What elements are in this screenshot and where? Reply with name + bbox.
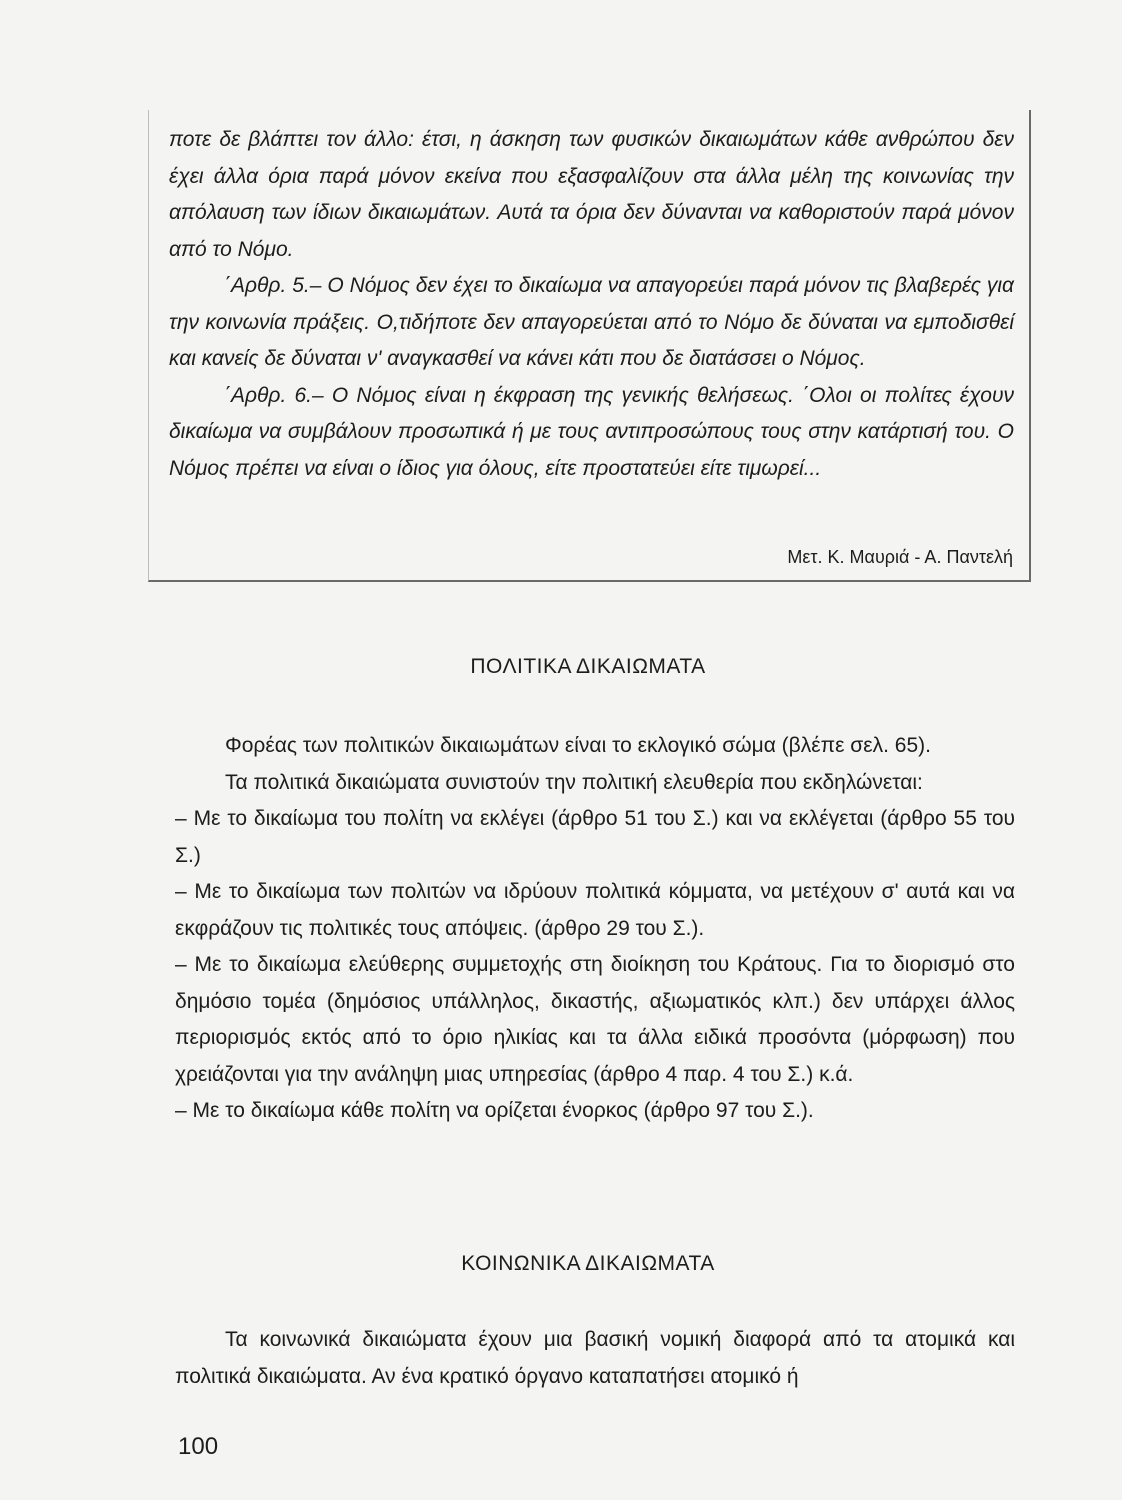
quote-paragraph: ποτε δε βλάπτει τον άλλο: έτσι, η άσκηση των φυσικών δικαιωμάτων κάθε ανθρώπου δεν έχει άλλα όρια παρά μόνον εκείνα που εξασφαλίζουν στα άλλα μέλη της κοινωνίας την απόλαυση των ίδιων δικαιωμάτων. Αυτά τα όρια δεν δύνανται να καθοριστούν παρά μόνον από το Νόμο. bbox=[169, 128, 1014, 261]
quote-text bbox=[169, 122, 1014, 487]
quote-paragraph: ΄Αρθρ. 6.– Ο Νόμος είναι η έκφραση της γενικής θελήσεως. ΄Ολοι οι πολίτες έχουν δικαίωμα να συμβάλουν προσωπικά ή με τους αντιπροσώπους τους στην κατάρτισή του. Ο Νόμος πρέπει να είναι ο ίδιος για όλους, είτε προστατεύει είτε τιμωρεί... bbox=[169, 383, 1014, 480]
political-rights-body bbox=[175, 728, 1015, 1130]
paragraph: Τα κοινωνικά δικαιώματα έχουν μια βασική νομική διαφορά από τα ατομικά και πολιτικά δικαιώματα. Αν ένα κρατικό όργανο καταπατήσει ατομικό ή bbox=[175, 1328, 1015, 1388]
quote-credit: Μετ. Κ. Μαυριά - Α. Παντελή bbox=[787, 547, 1013, 567]
social-rights-body bbox=[175, 1322, 1015, 1395]
paragraph: Τα πολιτικά δικαιώματα συνιστούν την πολιτική ελευθερία που εκδηλώνεται: bbox=[225, 770, 923, 794]
list-item: – Με το δικαίωμα κάθε πολίτη να ορίζεται ένορκος (άρθρο 97 του Σ.). bbox=[175, 1099, 814, 1122]
paragraph: Φορέας των πολιτικών δικαιωμάτων είναι το εκλογικό σώμα (βλέπε σελ. 65). bbox=[225, 734, 931, 757]
heading-social-rights: ΚΟΙΝΩΝΙΚΑ ΔΙΚΑΙΩΜΑΤΑ bbox=[461, 1252, 715, 1275]
quote-box bbox=[148, 110, 1031, 582]
list-item: – Με το δικαίωμα ελεύθερης συμμετοχής στη διοίκηση του Κράτους. Για το διορισμό στο δημόσιο τομέα (δημόσιος υπάλληλος, δικαστής, αξιωματικός κλπ.) δεν υπάρχει άλλος περιορισμός εκτός από το όριο ηλικίας και τα άλλα ειδικά προσόντα (μόρφωση) που χρειάζονται για την ανάληψη μιας υπηρεσίας (άρθρο 4 παρ. 4 του Σ.) κ.ά. bbox=[175, 953, 1015, 1086]
list-item: – Με το δικαίωμα του πολίτη να εκλέγει (άρθρο 51 του Σ.) και να εκλέγεται (άρθρο 55 του Σ.) bbox=[175, 807, 1015, 867]
heading-political-rights: ΠΟΛΙΤΙΚΑ ΔΙΚΑΙΩΜΑΤΑ bbox=[470, 655, 706, 678]
quote-paragraph: ΄Αρθρ. 5.– Ο Νόμος δεν έχει το δικαίωμα να απαγορεύει παρά μόνον τις βλαβερές για την κοινωνία πράξεις. Ο,τιδήποτε δεν απαγορεύεται από το Νόμο δε δύναται να εμποδισθεί και κανείς δε δύναται ν' αναγκασθεί να κάνει κάτι που δε διατάσσει ο Νόμος. bbox=[169, 274, 1014, 370]
list-item: – Με το δικαίωμα των πολιτών να ιδρύουν πολιτικά κόμματα, να μετέχουν σ' αυτά και να εκφράζουν τις πολιτικές τους απόψεις. (άρθρο 29 του Σ.). bbox=[175, 880, 1015, 940]
page-number: 100 bbox=[178, 1433, 219, 1460]
